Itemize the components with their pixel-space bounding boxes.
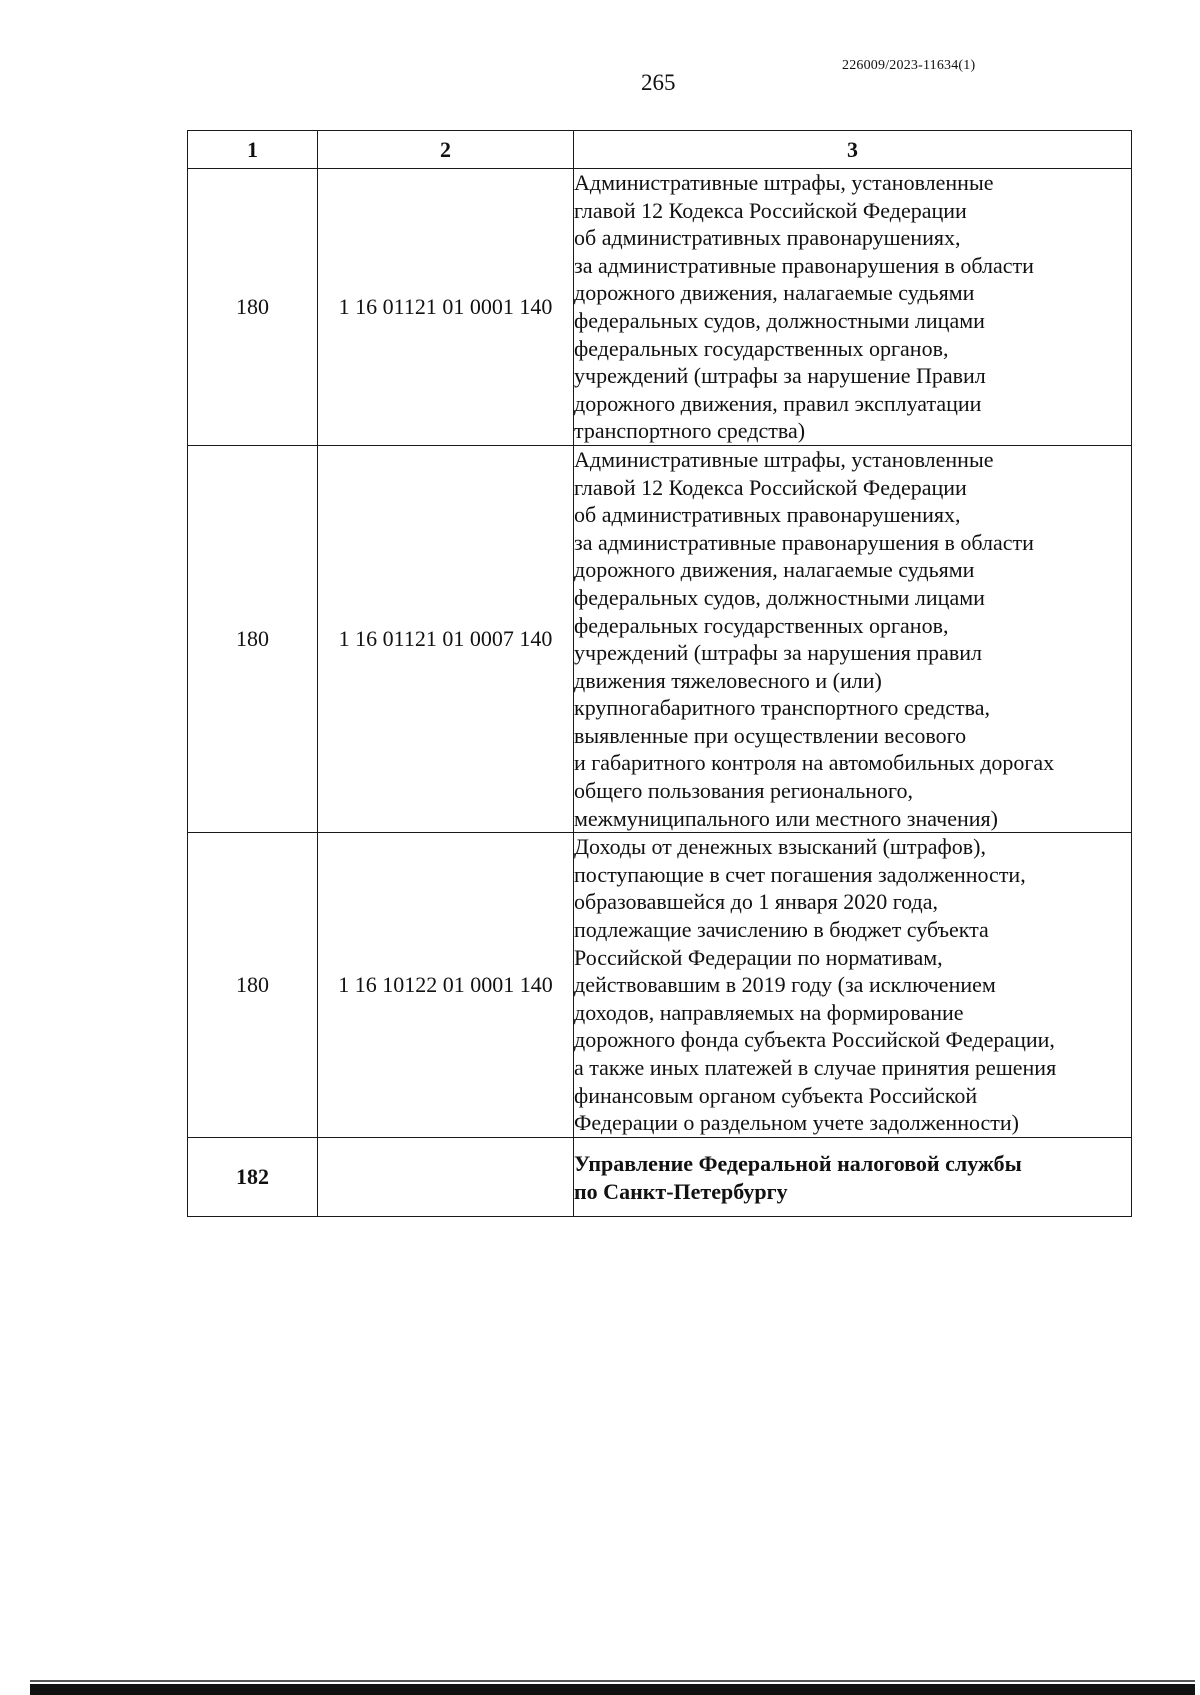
description-line: дорожного движения, налагаемые судьями (574, 280, 975, 306)
description-line: дорожного фонда субъекта Российской Федерации, (574, 1027, 1055, 1053)
page-number: 265 (641, 70, 676, 95)
description-line: учреждений (штрафы за нарушения правил (574, 640, 983, 666)
description-line: образовавшейся до 1 января 2020 года, (574, 889, 938, 915)
description-cell (574, 1137, 1132, 1216)
description-line: движения тяжеловесного и (или) (574, 667, 882, 693)
revenue-codes-table (187, 130, 1132, 1217)
description-line: Административные штрафы, установленные (574, 170, 994, 195)
description-line: Управление Федеральной налоговой службы (574, 1150, 1022, 1176)
description-line: учреждений (штрафы за нарушение Правил (574, 363, 986, 389)
description-line: Российской Федерации по нормативам, (574, 944, 943, 970)
description-line: Доходы от денежных взысканий (штрафов), (574, 834, 986, 860)
budget-code-cell (318, 1137, 574, 1216)
description-line: главой 12 Кодекса Российской Федерации (574, 197, 967, 223)
description-line: за административные правонарушения в области (574, 252, 1034, 278)
description-line: федеральных судов, должностными лицами (574, 584, 985, 610)
table-row (188, 169, 1132, 446)
admin-code-cell: 180 (188, 833, 318, 1138)
description-line: об административных правонарушениях, (574, 502, 961, 528)
table-row (188, 445, 1132, 832)
budget-code-cell: 1 16 01121 01 0007 140 (318, 445, 574, 832)
description-line: федеральных государственных органов, (574, 612, 949, 638)
column-header-1: 1 (188, 131, 318, 169)
description-line: дорожного движения, налагаемые судьями (574, 557, 975, 583)
description-line: действовавшим в 2019 году (за исключением (574, 972, 996, 998)
description-line: а также иных платежей в случае принятия решения (574, 1055, 1057, 1080)
column-header-3: 3 (574, 131, 1132, 169)
budget-code-cell: 1 16 10122 01 0001 140 (318, 833, 574, 1138)
budget-code-cell: 1 16 01121 01 0001 140 (318, 169, 574, 446)
description-line: межмуниципального или местного значения) (574, 805, 998, 831)
description-cell (574, 833, 1132, 1138)
scan-edge-bar (30, 1684, 1195, 1695)
description-line: Административные штрафы, установленные (574, 446, 994, 472)
scan-edge-line (30, 1680, 1195, 1682)
description-line: главой 12 Кодекса Российской Федерации (574, 474, 967, 500)
description-line: выявленные при осуществлении весового (574, 722, 967, 748)
description-line: крупногабаритного транспортного средства, (574, 695, 991, 721)
description-line: Федерации о раздельном учете задолженности) (574, 1110, 1019, 1136)
description-line: подлежащие зачислению в бюджет субъекта (574, 917, 989, 943)
description-cell (574, 169, 1132, 446)
table-body (188, 169, 1132, 1217)
description-line: финансовым органом субъекта Российской (574, 1082, 978, 1108)
description-line: об административных правонарушениях, (574, 225, 961, 251)
table-row (188, 1137, 1132, 1216)
description-line: и габаритного контроля на автомобильных дорогах (574, 750, 1055, 776)
description-line: доходов, направляемых на формирование (574, 999, 964, 1025)
description-line: поступающие в счет погашения задолженности, (574, 861, 1026, 887)
description-line: дорожного движения, правил эксплуатации (574, 390, 982, 416)
description-line: федеральных судов, должностными лицами (574, 307, 985, 333)
admin-code-cell: 182 (188, 1137, 318, 1216)
description-line: по Санкт-Петербургу (574, 1178, 788, 1204)
description-cell (574, 445, 1132, 832)
description-line: за административные правонарушения в области (574, 529, 1034, 555)
description-line: общего пользования регионального, (574, 778, 914, 804)
document-id: 226009/2023-11634(1) (842, 58, 976, 73)
description-line: транспортного средства) (574, 418, 806, 444)
admin-code-cell: 180 (188, 445, 318, 832)
admin-code-cell: 180 (188, 169, 318, 446)
description-line: федеральных государственных органов, (574, 335, 949, 361)
column-header-2: 2 (318, 131, 574, 169)
table-header-row (188, 131, 1132, 169)
table-row (188, 833, 1132, 1138)
